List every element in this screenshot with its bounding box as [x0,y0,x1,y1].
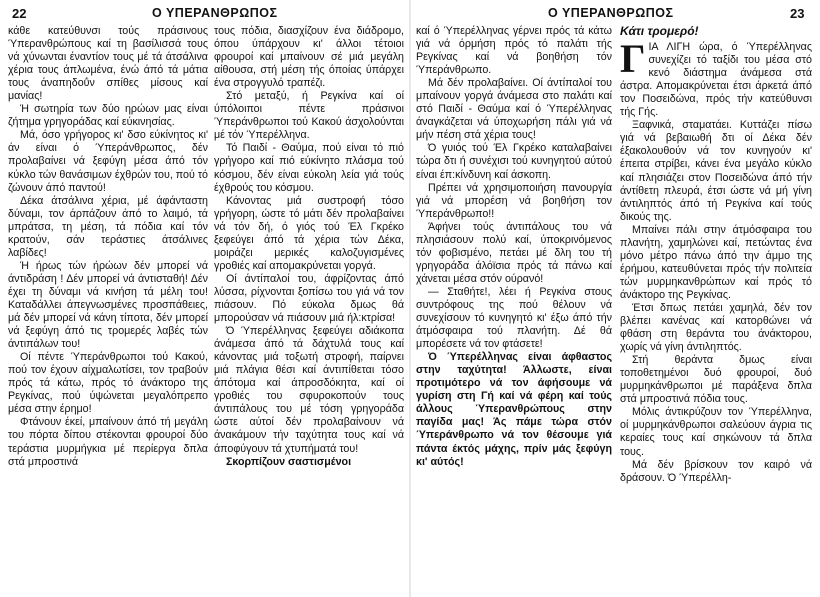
paragraph: Δέκα άτσάλινα χέρια, μέ άφάνταστη δύναμι, τον άρπάζουν άπό το λαιμό, τά μπράτσα, τη μέση, τά πόδια καί τόν κρατούν, σάν τεράστιες άτσάλινες λαβίδες! [8,194,208,259]
section-heading: Κάτι τρομερό! [620,25,699,38]
paragraph: Μά δέν βρίσκουν τον καιρό νά δράσουν. Ό Ύπερέλλη- [620,458,812,484]
text-column-2 [214,25,404,595]
paragraph: Οί πέντε Ύπεράνθρωποι τού Κακού, πού τον έχουν αίχμαλωτίσει, τον τραβούν πρός τά κάτω, πρός τό άνάκτορο της Ρεγκίνας, πού ύψώνεται μεγαλόπρεπο μέσα στην έρημο! [8,351,208,416]
paragraph: Ό Ύπερέλληνας ξεφεύγει αδιάκοπα άνάμεσα άπό τά δάχτυλά τους καί κάνοντας μιά τοξωτή στροφή, παίρνει μιά πλάγια θέσι καί άντιπίθεται τόσο άπότομα καί άπροσδόκητα, καί οί γροθιές του σφυροκοπούν τους άντιπάλους του μέ τόση γρηγοράδα ώστε αύτοί δέν προλαβαίνουν νά άνακάμουν τήν ταχύτητα τους καί νά άποφύγουν τά χτυπήματά του! [214,325,404,455]
text-column-1 [8,25,208,595]
paragraph: — Σταθήτε!, λέει ή Ρεγκίνα στους συντρόφους της πού θέλουν νά συνεχίσουν τό κυνηγητό κι' έξω άπό τήν άτμόσφαιρα τού πλανήτη. Δέ θά μπορέσετε νά τον φτάσετε! [416,285,612,351]
paragraph: Σκορπίζουν σαστισμένοι [226,455,352,468]
paragraph: Μά δέν προλαβαίνει. Οί άντίπαλοί του μπαίνουν γοργά άνάμεσα στο παλάτι καί στό Παιδί - Θαύμα καί ό Ύπερέλληνας άναγκάζεται νά ύποχωρήση πάλι γιά νά μήν πέση στά χέρια τους! [416,77,612,142]
drop-cap: Γ [620,36,646,82]
paragraph: Ή ήρως τών ήρώων δέν μπορεί νά άντιδράση ! Δέν μπορεί νά άντισταθή! Δέν έχει τη δύναμι νά κινήση τά μέλη του! Καταδάλλει άπεγνωσμένες προσπάθειες, μά δέν μπορεί νά κάνη τίποτα, δέν μπορεί νά ξεφύγη άπό τις τρομερές λαβές τών άντιπάλων του! [8,259,208,351]
paragraph: Μά, όσο γρήγορος κι' δσο εύκίνητος κι' άν είναι ό Ύπεράνθρωπος, δέν προλαβαίνει νά ξεφύγη μέσα άπό τόν κύκλο τών θανάσιμων έχθρών του, πού τό ζώνουν άπό παντού! [8,129,208,194]
paragraph: καί ό Ύπερέλληνας γέρνει πρός τά κάτω γιά νά όρμήση πρός τό παλάτι τής Ρεγκίνας καί νά βοηθήση τόν Ύπεράνθρωπο. [416,25,612,77]
page-number-left: 22 [12,6,27,21]
running-head-right: Ο ΥΠΕΡΑΝΘΡΩΠΟΣ [548,6,674,20]
paragraph [620,36,812,119]
paragraph: κάθε κατεύθυνσι τούς πράσινους Ύπερανθρώπους καί τη βασίλισσά τους νά χύνωνται έναντίον τους μέ τά άτσάλινα χέρια τους άπλωμένα, ένώ άπό τά μάτια τους άναπηδοΰν σπίθες μίσους καί μανίας! [8,25,208,103]
paragraph: Ή σωτηρία των δύο ηρώων μας είναι ζήτημα γρηγοράδας καί εύκινησίας. [8,103,208,129]
paragraph: Άφήνει τούς άντιπάλους του νά πλησιάσουν πολύ καί, ύποκρινόμενος τόν φοβισμένο, πετάει μέ δλη του τή γρηγοράδα άλόϊσια πρός τά πάνω καί χάνεται μέσα στόν ούρανό! [416,220,612,285]
paragraph: Στή θεράντα δμως είναι τοποθετημένοι δυό φρουροί, δυό μυρμηκάνθρωποι μέ παράξενα δπλα στά μπροστινά πόδια τους. [620,354,812,406]
paragraph: Τό Παιδί - Θαύμα, πού είναι τό πιό γρήγορο καί πιό εύκίνητο πλάσμα τού κόσμου, δέν είναι εύκολη λεία γιά τούς έχθρούς του κόσμου. [214,142,404,194]
text-column-3 [416,25,612,595]
paragraph: Ξαφνικά, σταματάει. Κυττάζει πίσω γιά νά βεβαιωθή δτι οί Δέκα δέν έξακολουθούν νά τον κυνηγούν κι' έπειτα στρίβει, κάνει ένα μεγάλο κύκλο καί πλησιάζει στον Ποσειδώνα άπό τήν άντίθετη πλευρά, έτσι ώστε νά μή γίνη άντιληπτός άπό τή Ρεγκίνα καί τούς δικούς της. [620,119,812,223]
page-number-right: 23 [790,6,805,21]
page-gutter [409,0,411,597]
running-head-left: Ο ΥΠΕΡΑΝΘΡΩΠΟΣ [152,6,278,20]
paragraph: Έτσι δπως πετάει χαμηλά, δέν τον βλέπει κανένας καί κατορθώνει νά φθάση στη θεράντα του άνάκτορου, χωρίς νά γίνη άντιληπτός. [620,301,812,354]
paragraph: Μπαίνει πάλι στην άτμόσφαιρα του πλανήτη, χαμηλώνει καί, πετώντας ένα μόνο μέτρο πάνω άπό την άμμο της έρήμου, κατευθύνεται πρός τήν πολιτεία τών μυρμηκανθρώπων καί πρός τό άνάκτορο της Ρεγκίνας. [620,223,812,301]
paragraph: Ό Ύπερέλληνας είναι άφθαστος στην ταχύτητα! Άλλωστε, είναι προτιμότερο νά τον άφήσουμε νά γυρίση στη Γή καί νά φέρη καί τούς άλλους Ύπερανθρώπους στην παγίδα μας! Άς πάμε τώρα στόν Ύπεράνθρωπο νά τον θέσουμε γιά πάντα έκτός μάχης, πρίν μάς ξεφύγη κι' αύτός! [416,351,612,468]
text-column-4 [620,25,812,595]
paragraph: Οί άντίπαλοί του, άφρίζοντας άπό λύσσα, ρίχνονται ξοπίσω του γιά νά τον πιάσουν. Πό εύκολα δμως θά μπορούσαν νά πιάσουν μιά ήλ:κτρίσα! [214,272,404,325]
paragraph: Πρέπει νά χρησιμοποιήση πανουργία γιά νά μπορέση νά βοηθήση τον Ύπεράνθρωπο!! [416,181,612,220]
paragraph: Φτάνουν έκεί, μπαίνουν άπό τή μεγάλη του πόρτα δίπου στέκονται φρουροί δύο τεράστια μυρμήγκια μέ περίεργα δπλα στά μπροστινά [8,416,208,468]
paragraph: Κάνοντας μιά συστροφή τόσο γρήγορη, ώστε τό μάτι δέν προλαβαίνει νά τόν δή, ό γιός τού Έλ Γκρέκο ξεφεύγει άπό τά χέρια τών Δέκα, μοιράζει μερικές καλοζυγισμένες γροθιές καί απομακρύνεται γοργά. [214,194,404,272]
paragraph-text: ΙΑ ΛΙΓΗ ώρα, ό Ύπερέλληνας συνεχίζει τό ταξίδι του μέσα στό κενό διάστημα άνάμεσα στά άστρα. Απομακρύνεται έτσι άρκετά άπό τον Ποσειδώνα, πρός τήν κατεύθυνσι τής Γής. [620,41,812,119]
paragraph: Μόλις άντικρύζουν τον Ύπερέλληνα, οί μυρμηκάνθρωποι σαλεύουν άγρια τις κεραίες τους καί σηκώνουν τά δπλα τους. [620,406,812,458]
paragraph: τους πόδια, διασχίζουν ένα διάδρομο, όπου ύπάρχουν κι' άλλοι τέτοιοι φρουροί καί μπαίνουν σέ μιά μεγάλη αίθουσα, στή μέση τής όποίας ύπάρχει ένα στρογγυλό τραπέζι. [214,25,404,90]
paragraph: Ό γυιός τού Έλ Γκρέκο καταλαβαίνει τώρα δτι ή συνέχισι τού κυνηγητού αύτού είναι έπ:κίνδυνη καί άσκοπη. [416,142,612,181]
paragraph: Στό μεταξύ, ή Ρεγκίνα καί οί ύπόλοιποι πέντε πράσινοι Ύπεράνθρωποι τού Κακού άσχολούνται μέ τόν Ύπερέλληνα. [214,90,404,142]
